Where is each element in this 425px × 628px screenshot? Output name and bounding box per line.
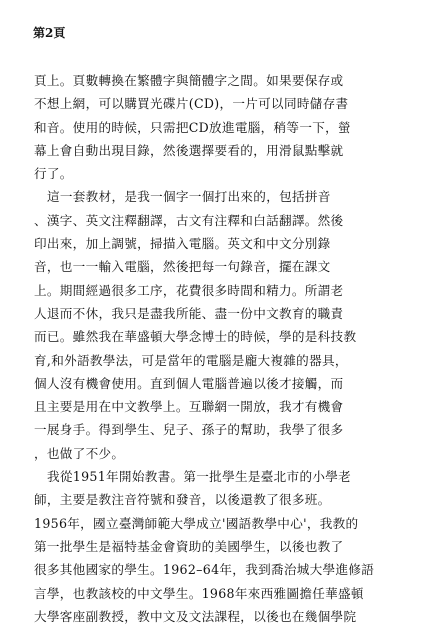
text-line: 很多其他國家的學生。1962–64年，我到喬治城大學進修語 [34, 562, 375, 578]
text-line: 言學，也教該校的中文學生。1968年來西雅圖擔任華盛頓 [34, 585, 364, 601]
text-line: 個人沒有機會使用。直到個人電腦普遍以後才接觸，而 [34, 375, 344, 391]
text-line: 幕上會自動出現目錄，然後選擇要看的，用滑鼠點擊就 [34, 142, 344, 158]
text-line: 一展身手。得到學生、兒子、孫子的幫助，我學了很多 [34, 422, 344, 438]
page-number-heading: 第2頁 [33, 26, 66, 40]
text-line: 頁上。頁數轉換在繁體字與簡體字之間。如果要保存或 [34, 73, 344, 88]
text-line: 、漢字、英文注釋翻譯，古文有注釋和白話翻譯。然後 [34, 212, 344, 228]
text-line: 大學客座副教授，教中文及文法課程，以後也在幾個學院 [34, 608, 357, 624]
text-line: 音，也一一輸入電腦，然後把每一句錄音，擺在課文 [34, 259, 331, 275]
text-line: 不想上網，可以購買光碟片(CD)，一片可以同時儲存書 [34, 96, 349, 112]
text-line: 人退而不休，我只是盡我所能、盡一份中文教育的職責 [34, 305, 344, 321]
text-line: 而已。雖然我在華盛頓大學念博士的時候，學的是科技教 [34, 329, 357, 345]
page-text-body [34, 69, 396, 628]
text-line: 師，主要是教注音符號和發音，以後還教了很多班。 [34, 492, 331, 508]
text-line: 行了。 [34, 166, 73, 182]
text-line: 1956年，國立臺灣師範大學成立'國語教學中心'，我教的 [34, 515, 359, 531]
text-line: 印出來，加上調號，掃描入電腦。英文和中文分別錄 [34, 236, 331, 252]
paragraph-first-line: 我從1951年開始教書。第一批學生是臺北市的小學老 [47, 469, 352, 485]
text-line: 和音。使用的時候，只需把CD放進電腦，稍等一下，螢 [34, 119, 351, 135]
text-line: 育,和外語教學法，可是當年的電腦是龐大複雜的器具， [34, 352, 348, 368]
text-line: 且主要是用在中文教學上。互聯網一開放，我才有機會 [34, 399, 344, 415]
text-line: ，也做了不少。 [34, 445, 125, 461]
text-line: 第一批學生是福特基金會資助的美國學生，以後也教了 [34, 538, 344, 554]
paragraph-first-line: 這一套教材，是我一個字一個打出來的，包括拼音 [47, 189, 331, 205]
text-line: 上。期間經過很多工序，花費很多時間和精力。所謂老 [34, 282, 344, 298]
